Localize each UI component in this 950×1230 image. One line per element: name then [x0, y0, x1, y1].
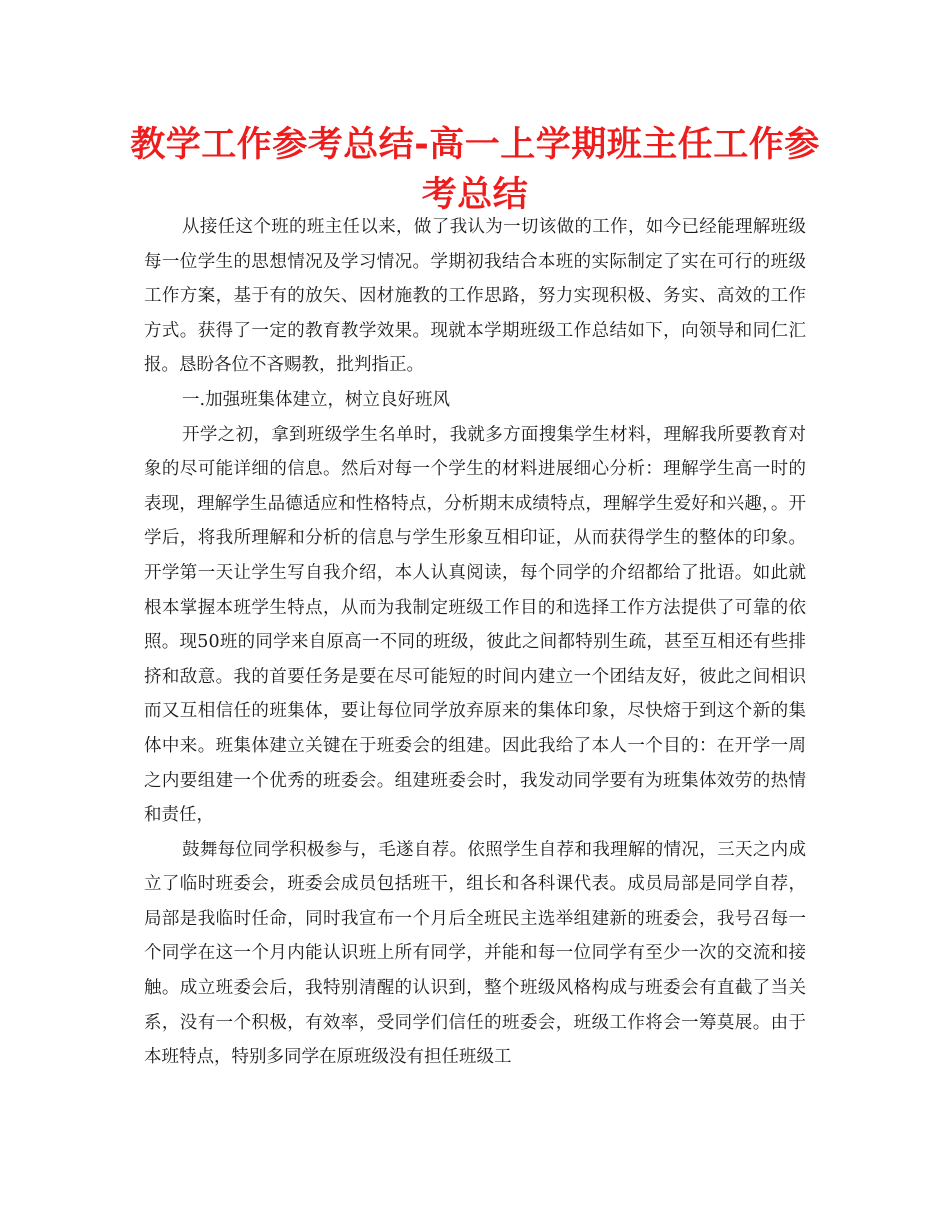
body-paragraph: 鼓舞每位同学积极参与，毛遂自荐。依照学生自荐和我理解的情况，三天之内成立了临时班委会，班委会成员包括班干，组长和各科课代表。成员局部是同学自荐，局部是我临时任命，同时我宣布一个月后全班民主选举组建新的班委会，我号召每一个同学在这一个月内能认识班上所有同学，并能和每一位同学有至少一次的交流和接触。成立班委会后，我特别清醒的认识到，整个班级风格构成与班委会有直截了当关系，没有一个积极，有效率，受同学们信任的班委会，班级工作将会一筹莫展。由于本班特点，特别多同学在原班级没有担任班级工 — [144, 839, 806, 1068]
document-title: 教学工作参考总结-高一上学期班主任工作参考总结 — [130, 125, 820, 215]
body-paragraph: 开学之初，拿到班级学生名单时，我就多方面搜集学生材料，理解我所要教育对象的尽可能详细的信息。然后对每一个学生的材料进展细心分析：理解学生高一时的表现，理解学生品德适应和性格特点，分析期末成绩特点，理解学生爱好和兴趣，。开学后，将我所理解和分析的信息与学生形象互相印证，从而获得学生的整体的印象。开学第一天让学生写自我介绍，本人认真阅读，每个同学的介绍都给了批语。如此就根本掌握本班学生特点，从而为我制定班级工作目的和选择工作方法提供了可靠的依照。现50班的同学来自原高一不同的班级，彼此之间都特别生疏，甚至互相还有些排挤和敌意。我的首要任务是要在尽可能短的时间内建立一个团结友好，彼此之间相识而又互相信任的班集体，要让每位同学放弃原来的集体印象，尽快熔于到这个新的集体中来。班集体建立关键在于班委会的组建。因此我给了本人一个目的：在开学一周之内要组建一个优秀的班委会。组建班委会时，我发动同学要有为班集体效劳的热情和责任， — [144, 424, 806, 826]
document-body — [144, 210, 806, 1075]
intro-paragraph: 从接任这个班的班主任以来，做了我认为一切该做的工作，如今已经能理解班级每一位学生的思想情况及学习情况。学期初我结合本班的实际制定了实在可行的班级工作方案，基于有的放矢、因材施教的工作思路，努力实现积极、务实、高效的工作方式。获得了一定的教育教学效果。现就本学期班级工作总结如下，向领导和同仁汇报。恳盼各位不吝赐教，批判指正。 — [144, 217, 806, 376]
section-heading: 一.加强班集体建立，树立良好班风 — [182, 389, 451, 410]
